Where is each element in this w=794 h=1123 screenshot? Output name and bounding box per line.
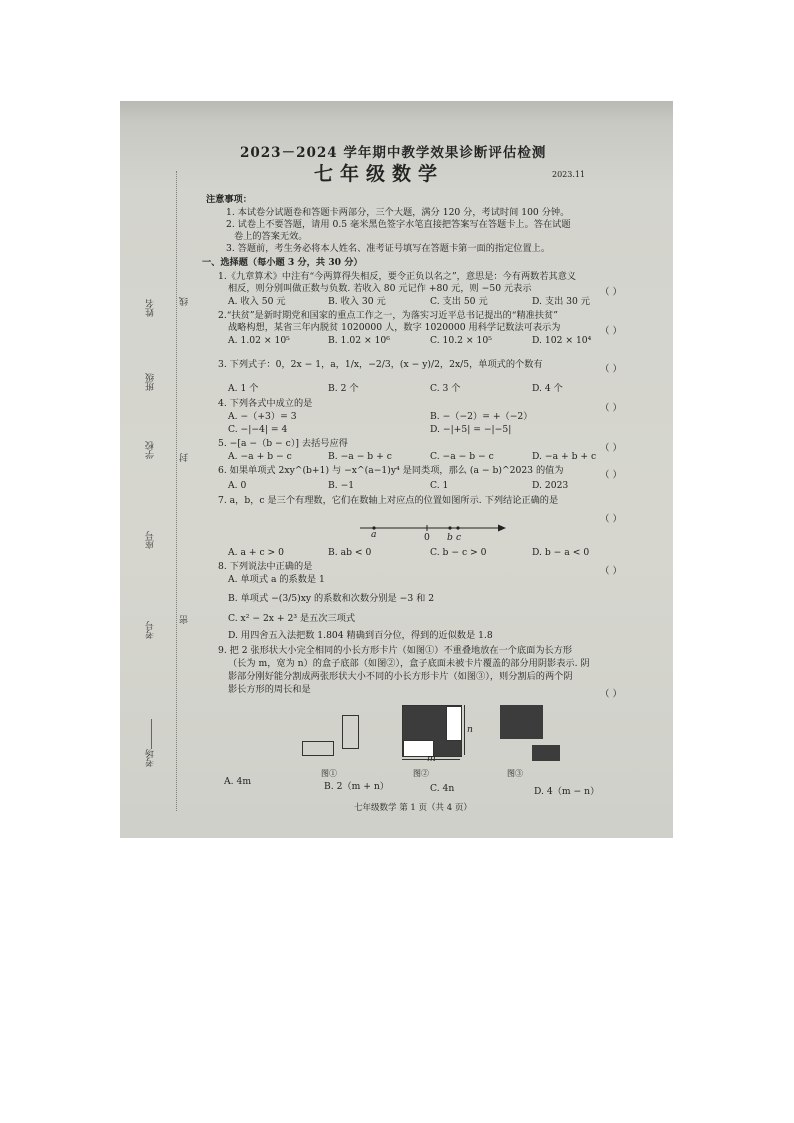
q6-answer-blank: （ ）	[600, 470, 623, 481]
q4-option-c: C. −|−4| = 4	[228, 424, 288, 435]
q1-option-d: D. 支出 30 元	[532, 296, 590, 307]
q7-label-zero: 0	[424, 532, 430, 543]
q9-answer-blank: （ ）	[600, 689, 623, 700]
margin-label-name: 姓名	[146, 299, 156, 317]
q7-label-b: b	[447, 532, 453, 543]
q9-option-a: A. 4m	[224, 776, 252, 787]
q2-text-1: 2.“扶贫”是新时期党和国家的重点工作之一，为落实习近平总书记提出的“精准扶贫”	[218, 310, 558, 321]
q8-answer-blank: （ ）	[600, 566, 623, 577]
fig2-card-vertical	[446, 706, 462, 741]
q6-option-b: B. −1	[328, 480, 355, 491]
q4-option-b: B. −（−2）= +（−2）	[430, 411, 533, 422]
q5-option-d: D. −a + b + c	[532, 451, 597, 462]
q9-text-4: 影长方形的周长和是	[228, 684, 311, 695]
q3-option-c: C. 3 个	[430, 383, 461, 394]
fig2-label-n: n	[467, 724, 473, 735]
q8-text: 8. 下列说法中正确的是	[218, 561, 313, 572]
q2-text-2: 战略构想，某省三年内脱贫 1020000 人，数字 1020000 用科学记数法可表示为	[228, 322, 561, 333]
q4-option-a: A. −（+3）= 3	[228, 411, 297, 422]
notice-item-3: 3. 答题前，考生务必将本人姓名、准考证号填写在答题卡第一面的指定位置上。	[226, 243, 551, 254]
q6-option-a: A. 0	[228, 480, 247, 491]
exam-date: 2023.11	[552, 170, 586, 179]
fig3-shade-large	[500, 705, 543, 739]
fig1-card-vertical	[342, 715, 359, 749]
q2-answer-blank: （ ）	[600, 326, 623, 337]
q5-option-b: B. −a − b + c	[328, 451, 392, 462]
q8-option-b: B. 单项式 −(3/5)xy 的系数和次数分别是 −3 和 2	[228, 593, 435, 604]
exam-subtitle: 七年级数学	[314, 163, 445, 185]
seal-seal-char: 封	[180, 453, 190, 462]
q7-label-a: a	[371, 529, 377, 540]
q8-option-a: A. 单项式 a 的系数是 1	[228, 574, 325, 585]
q5-option-c: C. −a − b − c	[430, 451, 494, 462]
q9-option-b: B. 2（m + n）	[324, 781, 389, 792]
q7-option-c: C. b − c > 0	[430, 547, 487, 558]
q5-option-a: A. −a + b − c	[228, 451, 292, 462]
fig2-box	[402, 705, 462, 757]
q4-option-d: D. −|+5| = −|−5|	[430, 424, 512, 435]
q4-answer-blank: （ ）	[600, 403, 623, 414]
margin-label-seat: 座号	[146, 531, 156, 549]
q1-option-a: A. 收入 50 元	[228, 296, 286, 307]
q6-option-d: D. 2023	[532, 480, 569, 491]
notice-item-1: 1. 本试卷分试题卷和答题卡两部分，三个大题，满分 120 分，考试时间 100 分钟。	[226, 207, 570, 218]
q9-option-c: C. 4n	[430, 783, 455, 794]
fig3-caption: 图③	[507, 769, 523, 778]
q7-text: 7. a，b，c 是三个有理数，它们在数轴上对应点的位置如图所示. 下列结论正确的是	[218, 495, 559, 506]
q2-option-c: C. 10.2 × 10⁵	[430, 335, 492, 346]
q7-option-b: B. ab < 0	[328, 547, 372, 558]
fig2-shade-bottom	[433, 740, 461, 756]
q7-answer-blank: （ ）	[600, 514, 623, 525]
fig1-caption: 图①	[321, 769, 337, 778]
q1-option-c: C. 支出 50 元	[430, 296, 488, 307]
q3-option-a: A. 1 个	[228, 383, 259, 394]
exam-title: 2023－2024 学年期中教学效果诊断评估检测	[240, 145, 547, 161]
q2-option-d: D. 102 × 10⁴	[532, 335, 592, 346]
q9-text-2: （长为 m，宽为 n）的盒子底部（如图②），盒子底面未被卡片覆盖的部分用阴影表示. 阴	[228, 658, 590, 669]
q9-text-3: 影部分刚好能分割成两张形状大小不同的小长方形卡片（如图③），则分割后的两个阴	[228, 671, 573, 682]
fig2-caption: 图②	[413, 769, 429, 778]
section-heading: 一、选择题（每小题 3 分，共 30 分）	[202, 257, 363, 268]
q1-text-2: 相反，则分别叫做正数与负数. 若收入 80 元记作 +80 元，则 −50 元表示	[228, 283, 532, 294]
q5-answer-blank: （ ）	[600, 443, 623, 454]
fig2-n-dimension	[464, 705, 465, 755]
margin-label-school: 学校	[146, 441, 156, 459]
q9-option-d: D. 4（m − n）	[534, 786, 600, 797]
seal-line-char: 线	[180, 297, 190, 306]
q7-label-c: c	[456, 532, 462, 543]
notice-item-2: 2. 试卷上不要答题，请用 0.5 毫米黑色签字水笔直接把答案写在答题卡上。答在试题	[226, 219, 571, 230]
q7-number-line	[360, 519, 506, 545]
q7-option-a: A. a + c > 0	[228, 547, 285, 558]
exam-page	[182, 131, 662, 831]
seal-line	[176, 171, 177, 811]
seal-secret-char: 密	[180, 615, 190, 624]
q3-text: 3. 下列式子：0，2x − 1，a，1/x，−2/3，(x − y)/2，2x/5，单项式的个数有	[218, 359, 543, 370]
fig3-shade-small	[532, 745, 560, 761]
q1-option-b: B. 收入 30 元	[328, 296, 386, 307]
notice-heading: 注意事项：	[206, 194, 252, 205]
q1-text-1: 1.《九章算术》中注有“今两算得失相反，要令正负以名之”，意思是：今有两数若其意义	[218, 271, 577, 282]
q6-option-c: C. 1	[430, 480, 449, 491]
q4-text: 4. 下列各式中成立的是	[218, 398, 313, 409]
q6-text: 6. 如果单项式 2xy^(b+1) 与 −x^(a−1)y⁴ 是同类项，那么 (a − b)^2023 的值为	[218, 465, 564, 476]
page-footer: 七年级数学 第 1 页（共 4 页）	[354, 803, 472, 813]
exam-photo	[120, 101, 673, 838]
q8-option-c: C. x² − 2x + 2³ 是五次三项式	[228, 613, 356, 624]
q8-option-d: D. 用四舍五入法把数 1.804 精确到百分位，得到的近似数是 1.8	[228, 630, 493, 641]
q2-option-b: B. 1.02 × 10⁶	[328, 335, 390, 346]
q7-point-b	[448, 526, 451, 529]
q3-answer-blank: （ ）	[600, 364, 623, 375]
q3-option-b: B. 2 个	[328, 383, 359, 394]
q5-text: 5. −[a −（b − c）] 去括号应得	[218, 438, 348, 449]
fig2-shade-top	[403, 706, 446, 740]
q3-option-d: D. 4 个	[532, 383, 563, 394]
fig2-label-m: m	[427, 753, 436, 764]
q7-option-d: D. b − a < 0	[532, 547, 590, 558]
q1-answer-blank: （ ）	[600, 287, 623, 298]
margin-label-exam-room: 考场	[144, 719, 157, 767]
notice-item-2-cont: 卷上的答案无效。	[234, 231, 308, 242]
margin-label-class: 班级	[146, 373, 156, 391]
fig1-card-horizontal	[302, 741, 334, 756]
q2-option-a: A. 1.02 × 10⁵	[228, 335, 290, 346]
q7-point-c	[456, 526, 459, 529]
margin-label-exam-number: 考号	[146, 621, 156, 639]
q9-text-1: 9. 把 2 张形状大小完全相同的小长方形卡片（如图①）不重叠地放在一个底面为长方形	[218, 645, 573, 656]
